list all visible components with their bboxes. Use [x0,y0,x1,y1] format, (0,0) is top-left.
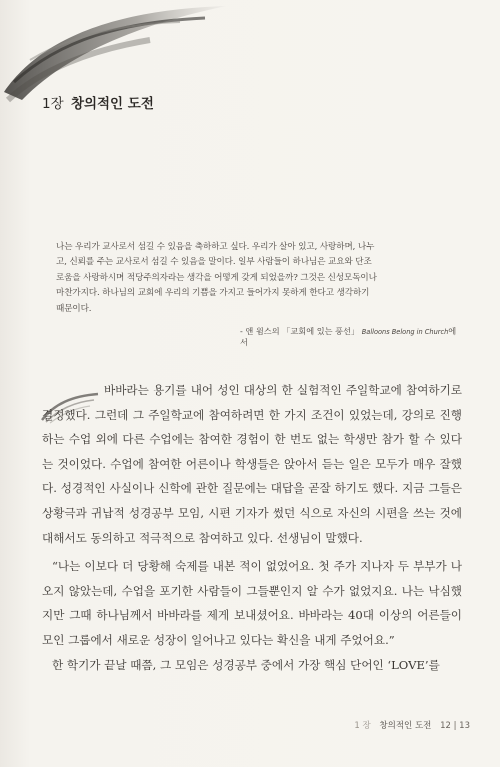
quote-attribution [240,326,460,348]
paragraph: 한 학기가 끝날 때쯤, 그 모임은 성경공부 중에서 가장 핵심 단어인 ‘LOVE’를 [52,657,440,672]
footer-title: 창의적인 도전 [379,721,432,731]
body-text [42,378,462,677]
paragraph: “나는 이보다 더 당황해 숙제를 내본 적이 없었어요. 첫 주가 지나자 두 부부가 나오지 않았는데, 수업을 포기한 사람들이 그들뿐인지 알 수가 없었지요. 나는 낙심했지만 그때 하나님께서 바바라를 제게 보내셨어요. 바바라는 40대 이상의 어른들이 모인 그룹에서 새로운 성장이 일어나고 있다는 확신을 내게 주었어요.” [42,559,462,647]
page-numbers: 12 | 13 [440,721,470,731]
paragraph: 바바라는 용기를 내어 성인 대상의 한 실험적인 주일학교에 참여하기로 결정했다. 그런데 그 주일학교에 참여하려면 한 가지 조건이 있었는데, 강의로 진행하는 수업 외에 다른 수업에는 참여한 경험이 한 번도 없는 학생만 참가 할 수 있다는 것이었다. 수업에 참여한 어른이나 학생들은 앉아서 듣는 일은 모두가 매우 잘했다. 성경적인 사실이나 신학에 관한 질문에는 대답을 곧잘 하기도 했다. 지금 그들은 상황극과 귀납적 성경공부 모임, 시편 기자가 썼던 식으로 자신의 시편을 쓰는 것에 대해서도 동의하고 적극적으로 참여하고 있다. 선생님이 말했다. [42,383,462,545]
page-footer [330,719,470,731]
epigraph-quote [56,240,446,317]
quote-line: 마찬가지다. 하나님의 교회에 우리의 기쁨을 가지고 들어가지 못하게 한다고 생각하기 [56,288,370,299]
quote-line: 나는 우리가 교사로서 섬길 수 있음을 축하하고 싶다. 우리가 살아 있고, 사랑하며, 나누 [56,242,375,252]
quote-line: 로움을 사랑하시며 적당주의자라는 생각을 어떻게 갖게 되었을까? 그것은 신성모독이나 [56,272,377,283]
quote-line: 고, 신뢰를 주는 교사로서 섬길 수 있음을 말이다. 일부 사람들이 하나님은 교요와 단조 [56,257,372,268]
footer-chapter-label: 1 장 [354,721,371,731]
chapter-number: 1장 [42,96,64,112]
attribution-source: - 앤 윔스의 「교회에 있는 풍선」 [240,326,360,336]
chapter-title: 창의적인 도전 [70,96,154,112]
attribution-suffix: 에서 [240,326,457,347]
attribution-english-title: Balloons Belong in Church [361,328,449,336]
quote-line: 때문이다. [56,303,92,314]
chapter-heading [42,92,154,112]
